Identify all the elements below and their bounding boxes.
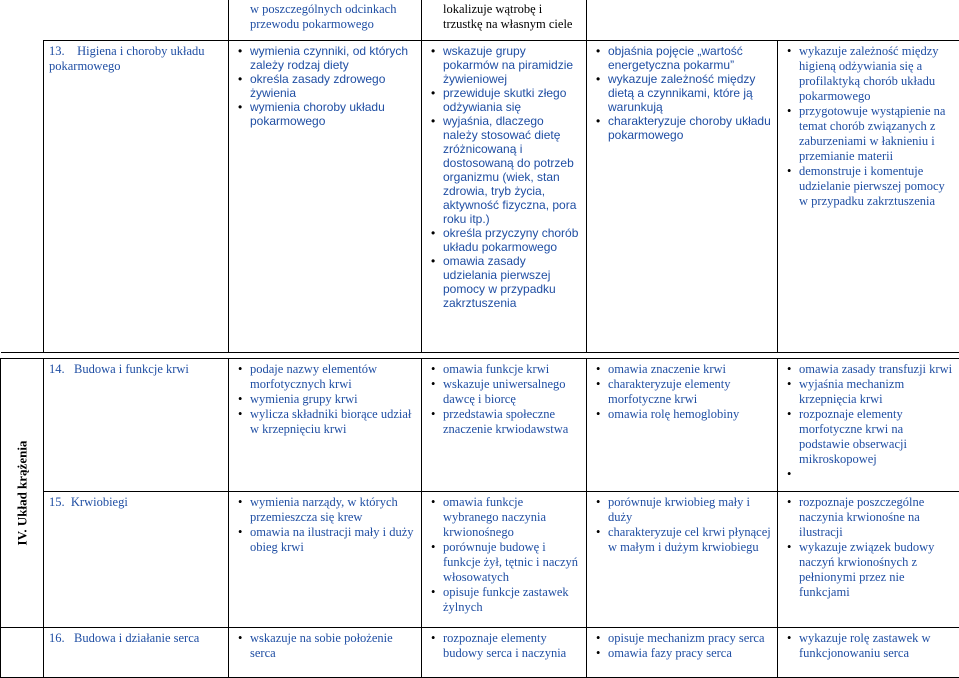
cell-level-3 <box>587 359 778 492</box>
list-item: • wyjaśnia mechanizm krzepnięcia krwi <box>783 377 954 407</box>
lesson-topic: Budowa i funkcje krwi <box>74 362 189 376</box>
list-item: • charakteryzuje choroby układu pokarmowego <box>592 114 772 142</box>
cell-level-2 <box>422 492 587 628</box>
lesson-topic: Krwiobiegi <box>71 495 128 509</box>
list-item: • wykazuje zależność między higieną odżywiania się a profilaktyką chorób układu pokarmowego <box>783 44 954 104</box>
list-item: • wymienia czynniki, od których zależy rodzaj diety <box>234 44 416 72</box>
list-item: • wykazuje zależność między dietą a czynnikami, które ją warunkują <box>592 72 772 114</box>
list-item: • wylicza składniki biorące udział w krzepnięciu krwi <box>234 407 416 437</box>
list-item: • wskazuje na sobie położenie serca <box>234 631 416 661</box>
lesson-number: 15. <box>49 495 65 509</box>
list-item: • określa zasady zdrowego żywienia <box>234 72 416 100</box>
list-item: • omawia funkcje krwi <box>427 362 581 377</box>
lesson-topic: Budowa i działanie serca <box>74 631 199 645</box>
list-item: • wskazuje uniwersalnego dawcę i biorcę <box>427 377 581 407</box>
table-row-lesson-15 <box>1 492 959 628</box>
list-item: • podaje nazwy elementów morfotycznych krwi <box>234 362 416 392</box>
list-item: • porównuje budowę i funkcje żył, tętnic i naczyń włosowatych <box>427 540 581 585</box>
lesson-number: 16. <box>49 631 65 645</box>
list-item: • omawia rolę hemoglobiny <box>592 407 772 422</box>
list-item: • przedstawia społeczne znaczenie krwiodawstwa <box>427 407 581 437</box>
list-item: • porównuje krwiobieg mały i duży <box>592 495 772 525</box>
table-row-lesson-16 <box>1 628 959 678</box>
list-item: • opisuje funkcje zastawek żylnych <box>427 585 581 615</box>
section-title: IV. Układ krążenia <box>15 441 30 546</box>
list-item: • przygotowuje wystąpienie na temat chorób związanych z zaburzeniami w łaknieniu i przemianie materii <box>783 104 954 164</box>
cell-level-1 <box>229 41 422 353</box>
list-item: • omawia zasady udzielania pierwszej pomocy w przypadku zakrztuszenia <box>427 254 581 310</box>
list-item: • charakteryzuje cel krwi płynącej w małym i dużym krwiobiegu <box>592 525 772 555</box>
list-item: • wyjaśnia, dlaczego należy stosować dietę zróżnicowaną i dostosowaną do potrzeb organizmu (wiek, stan zdrowia, tryb życia, aktywność fizyczna, pora roku itp.) <box>427 114 581 226</box>
cell-level-2 <box>422 359 587 492</box>
cell-level-3 <box>587 492 778 628</box>
list-item: • objaśnia pojęcie „wartość energetyczna pokarmu” <box>592 44 772 72</box>
list-item: • omawia znaczenie krwi <box>592 362 772 377</box>
list-item: • wymienia choroby układu pokarmowego <box>234 100 416 128</box>
cell-level-4 <box>778 492 959 628</box>
cell-level-2 <box>422 41 587 353</box>
cell-requirements-2: lokalizuje wątrobę i trzustkę na własnym ciele <box>422 0 587 41</box>
lesson-topic-cell <box>44 628 229 678</box>
cell-level-3 <box>587 41 778 353</box>
list-item: • omawia zasady transfuzji krwi <box>783 362 954 377</box>
cell-level-3 <box>587 628 778 678</box>
list-item: • wymienia narządy, w których przemieszcza się krew <box>234 495 416 525</box>
list-item: • charakteryzuje elementy morfotyczne krwi <box>592 377 772 407</box>
lesson-number: 13. <box>49 44 65 58</box>
table-row-lesson-14 <box>1 359 959 492</box>
list-item: • omawia na ilustracji mały i duży obieg krwi <box>234 525 416 555</box>
list-item: • rozpoznaje elementy budowy serca i naczynia <box>427 631 581 661</box>
list-item: • demonstruje i komentuje udzielanie pierwszej pomocy w przypadku zakrztuszenia <box>783 164 954 209</box>
list-item: • opisuje mechanizm pracy serca <box>592 631 772 646</box>
table-row-continuation <box>1 0 959 41</box>
cell-level-4 <box>778 628 959 678</box>
section-label-cell <box>1 359 44 628</box>
list-item: • wykazuje związek budowy naczyń krwionośnych z pełnionymi przez nie funkcjami <box>783 540 954 600</box>
lesson-topic-cell <box>44 359 229 492</box>
list-item: • omawia fazy pracy serca <box>592 646 772 661</box>
table-row-lesson-13 <box>1 41 959 353</box>
list-item: • wykazuje rolę zastawek w funkcjonowaniu serca <box>783 631 954 661</box>
list-item: • wskazuje grupy pokarmów na piramidzie żywieniowej <box>427 44 581 86</box>
cell-level-4 <box>778 41 959 353</box>
list-item: • omawia funkcje wybranego naczynia krwionośnego <box>427 495 581 540</box>
cell-level-1 <box>229 359 422 492</box>
cell-level-4 <box>778 359 959 492</box>
cell-level-1 <box>229 628 422 678</box>
lesson-topic-cell <box>44 492 229 628</box>
list-item: • określa przyczyny chorób układu pokarmowego <box>427 226 581 254</box>
lesson-number: 14. <box>49 362 65 376</box>
list-item: • przewiduje skutki złego odżywiania się <box>427 86 581 114</box>
lesson-topic-cell <box>44 41 229 353</box>
lesson-topic: Higiena i choroby układu pokarmowego <box>49 44 205 73</box>
list-item: • rozpoznaje elementy morfotyczne krwi na podstawie obserwacji mikroskopowej <box>783 407 954 467</box>
list-item: • rozpoznaje poszczególne naczynia krwionośne na ilustracji <box>783 495 954 540</box>
cell-level-2 <box>422 628 587 678</box>
list-item: • wymienia grupy krwi <box>234 392 416 407</box>
cell-requirements-1: w poszczególnych odcinkach przewodu pokarmowego <box>229 0 422 41</box>
cell-level-1 <box>229 492 422 628</box>
